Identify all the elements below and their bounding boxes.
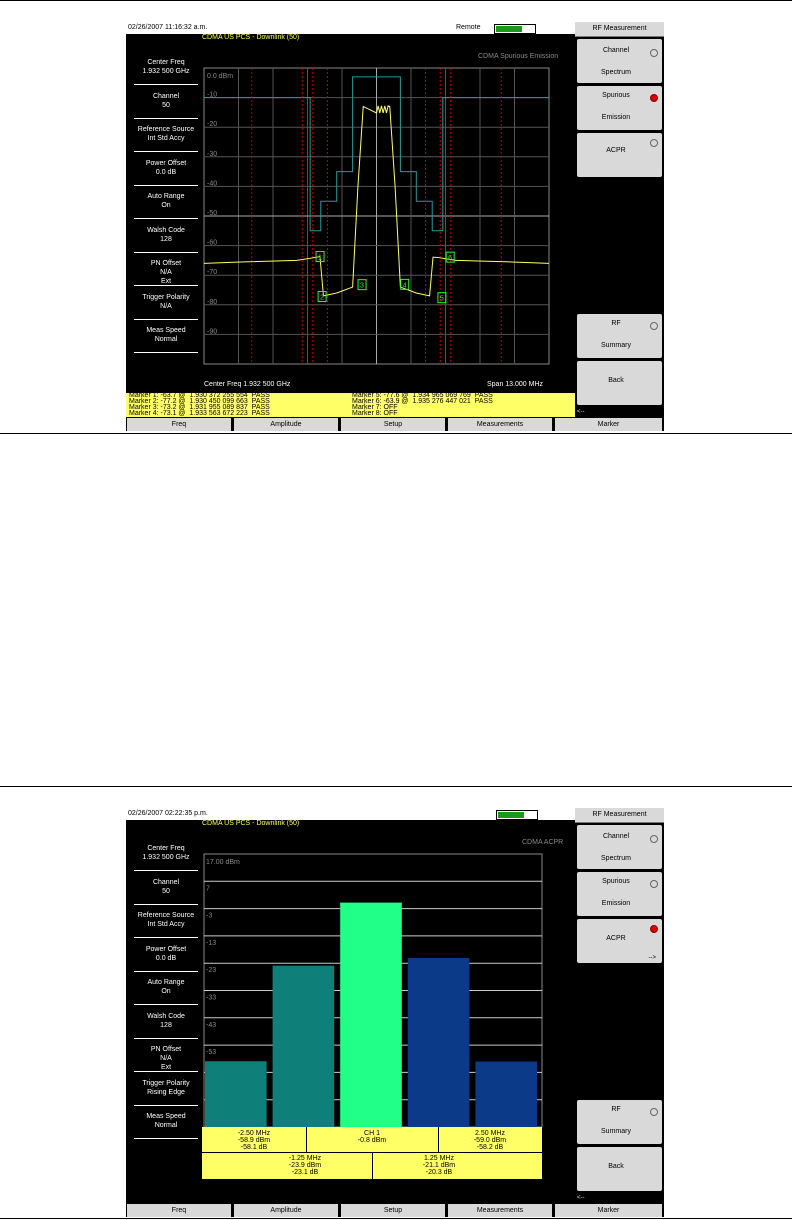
acpr-cell-upper-adj: [372, 1155, 506, 1176]
marker-2-label: 2: [320, 294, 325, 302]
tab-setup[interactable]: Setup: [341, 1204, 445, 1217]
rf-summary-button[interactable]: [577, 1100, 662, 1144]
measurement-name: CDMA Spurious Emission: [478, 53, 559, 60]
acpr-screen: [126, 808, 664, 1217]
acpr-button[interactable]: [577, 133, 662, 177]
param-value: 50: [162, 887, 170, 895]
y-tick-label: -23: [206, 967, 217, 975]
channel-spectrum-button[interactable]: [577, 825, 662, 869]
param-value: Int Std Accy: [147, 921, 185, 928]
acpr-bar-1: [273, 966, 335, 1127]
param-value: 1.932 500 GHz: [142, 68, 190, 75]
button-label: Spectrum: [601, 69, 631, 76]
tab-amplitude[interactable]: Amplitude: [234, 418, 338, 431]
acpr-cell-lower-adj: [238, 1155, 372, 1176]
marker-row: Marker 8: OFF: [352, 410, 398, 417]
param-value: On: [161, 202, 171, 209]
button-label: Channel: [602, 833, 630, 840]
param-value: Rising Edge: [147, 1088, 185, 1096]
marker-row: Marker 3: -73.2 @ 1.931 955 089 837 PASS: [129, 404, 270, 411]
back-button[interactable]: [577, 1147, 662, 1191]
page-rule-2: [0, 786, 792, 787]
param-name: Walsh Code: [147, 226, 185, 234]
param-name: Center Freq: [147, 845, 185, 852]
param-name: Reference Source: [137, 126, 195, 133]
cell-line: -58.2 dB: [476, 1144, 504, 1151]
tab-marker[interactable]: Marker: [555, 418, 662, 431]
ref-level-label: 17.00 dBm: [206, 859, 240, 866]
button-label: Summary: [601, 1128, 631, 1135]
back-button[interactable]: [577, 361, 662, 405]
button-label: Spurious: [602, 878, 630, 885]
marker-1-label: 1: [318, 254, 322, 262]
button-label: Back: [608, 377, 624, 384]
param-name: Walsh Code: [147, 1012, 185, 1020]
acpr-bar-2: [340, 903, 402, 1127]
datetime: 02/26/2007 02:22:35 p.m.: [128, 810, 208, 817]
back-arrow-icon: <--: [577, 409, 585, 415]
button-label: Summary: [601, 342, 631, 349]
submenu-arrow-icon: -->: [648, 955, 656, 961]
param-name: Meas Speed: [146, 1113, 186, 1120]
y-tick-label: -60: [207, 239, 218, 247]
cell-line: -23.1 dB: [291, 1169, 319, 1176]
cell-line: 2.50 MHz: [475, 1130, 505, 1137]
center-freq-footer: Center Freq 1.932 500 GHz: [204, 381, 291, 388]
param-name: Power Offset: [145, 159, 187, 167]
param-name: Center Freq: [147, 59, 185, 66]
param-value: Int Std Accy: [147, 135, 185, 142]
mode-title: CDMA US PCS - Downlink (50): [202, 820, 300, 827]
tab-measurements[interactable]: Measurements: [448, 1204, 552, 1217]
y-tick-label: -70: [207, 269, 218, 277]
y-tick-label: -40: [207, 180, 218, 188]
measurement-name: CDMA ACPR: [522, 839, 564, 846]
cell-line: -23.9 dBm: [288, 1162, 322, 1169]
marker-row: Marker 6: -63.9 @ 1.935 276 447 021 PASS: [352, 398, 493, 405]
menu-title: RF Measurement: [575, 22, 664, 37]
marker-3-label: 3: [360, 282, 364, 290]
button-label: Emission: [601, 114, 631, 121]
ref-level-label: 0.0 dBm: [207, 73, 234, 80]
param-name: Auto Range: [147, 979, 185, 986]
param-value: On: [161, 988, 171, 995]
radio-indicator-icon: [650, 94, 658, 102]
spurious-emission-chart: [126, 22, 575, 393]
cell-line: -59.0 dBm: [473, 1137, 507, 1144]
marker-row: Marker 5: -77.6 @ 1.934 965 069 769 PASS: [352, 392, 493, 399]
acpr-result-table: [202, 1127, 542, 1179]
param-value: 128: [160, 1021, 172, 1029]
span-footer: Span 13.000 MHz: [487, 381, 544, 388]
tab-freq[interactable]: Freq: [127, 418, 231, 431]
y-tick-label: -33: [206, 994, 217, 1002]
marker-5-label: 5: [439, 295, 444, 303]
acpr-cell-main-channel: [306, 1130, 438, 1144]
spurious-emission-screen: [126, 22, 664, 431]
datetime: 02/26/2007 11:16:32 a.m.: [128, 24, 208, 31]
tab-amplitude[interactable]: Amplitude: [234, 1204, 338, 1217]
param-value: Ext: [160, 1064, 172, 1071]
acpr-bar-3: [408, 958, 470, 1127]
y-tick-label: -3: [206, 912, 213, 920]
y-tick-label: -43: [206, 1021, 217, 1029]
param-value: Ext: [160, 278, 172, 285]
param-name: Reference Source: [137, 912, 195, 919]
page-rule-top: [0, 0, 792, 1]
button-label: Channel: [602, 47, 630, 54]
bottom-tab-bar: [126, 417, 664, 431]
param-name: Channel: [152, 92, 180, 100]
tab-marker[interactable]: Marker: [555, 1204, 662, 1217]
cell-line: -58.9 dBm: [237, 1137, 271, 1144]
radio-indicator-icon: [650, 880, 658, 888]
radio-indicator-icon: [650, 139, 658, 147]
cell-line: -1.25 MHz: [288, 1155, 322, 1162]
param-value: 128: [160, 235, 172, 243]
marker-row: Marker 4: -73.1 @ 1.933 563 672 223 PASS: [129, 410, 270, 417]
y-tick-label: -50: [207, 210, 218, 217]
spurious-emission-button[interactable]: [577, 86, 662, 130]
param-name: PN Offset: [150, 1046, 182, 1053]
radio-indicator-icon: [650, 835, 658, 843]
y-tick-label: -80: [207, 298, 218, 306]
tab-setup[interactable]: Setup: [341, 418, 445, 431]
marker-table: [126, 393, 575, 417]
mode-title: CDMA US PCS - Downlink (50): [202, 34, 300, 41]
param-name: Trigger Polarity: [142, 293, 190, 301]
button-label: RF: [611, 320, 621, 327]
param-value: N/A: [160, 269, 172, 276]
cell-line: -20.3 dB: [425, 1169, 453, 1176]
y-tick-label: -13: [206, 939, 217, 947]
button-label: RF: [611, 1106, 621, 1113]
marker-row: Marker 1: -63.7 @ 1.930 372 255 554 PASS: [129, 392, 270, 399]
param-value: 0.0 dB: [155, 168, 177, 176]
param-value: 1.932 500 GHz: [142, 854, 190, 861]
acpr-cell-lower-alt: [202, 1130, 306, 1151]
param-name: Channel: [152, 878, 180, 886]
marker-row: Marker 7: OFF: [352, 404, 398, 411]
tab-measurements[interactable]: Measurements: [448, 418, 552, 431]
radio-indicator-icon: [650, 925, 658, 933]
page-rule-1: [0, 433, 792, 434]
radio-indicator-icon: [650, 322, 658, 330]
marker-4-label: 4: [402, 282, 407, 290]
button-label: ACPR: [606, 935, 626, 942]
button-label: Spectrum: [601, 855, 631, 862]
acpr-button[interactable]: [577, 919, 662, 963]
param-name: Trigger Polarity: [142, 1079, 190, 1087]
cell-line: -2.50 MHz: [237, 1130, 271, 1137]
param-name: Meas Speed: [146, 327, 186, 334]
param-value: 0.0 dB: [155, 954, 177, 962]
bottom-tab-bar: [126, 1203, 664, 1217]
y-tick-label: -10: [207, 91, 218, 99]
acpr-bar-0: [205, 1061, 267, 1127]
cell-line: CH 1: [364, 1130, 380, 1137]
param-name: Auto Range: [147, 193, 185, 200]
y-tick-label: -30: [207, 150, 218, 158]
marker-row: Marker 2: -77.2 @ 1.930 450 099 663 PASS: [129, 398, 270, 405]
cell-line: -58.1 dB: [240, 1144, 268, 1151]
radio-indicator-icon: [650, 1108, 658, 1116]
param-name: PN Offset: [150, 260, 182, 267]
param-value: N/A: [160, 1055, 172, 1062]
rf-summary-button[interactable]: [577, 314, 662, 358]
acpr-bar-4: [475, 1061, 537, 1127]
cell-line: -0.8 dBm: [357, 1137, 387, 1144]
y-tick-label: -90: [207, 328, 218, 336]
y-tick-label: -20: [207, 121, 218, 129]
param-value: Normal: [154, 336, 178, 343]
acpr-cell-upper-alt: [438, 1130, 542, 1151]
radio-indicator-icon: [650, 49, 658, 57]
tab-freq[interactable]: Freq: [127, 1204, 231, 1217]
soft-key-panel: [575, 22, 664, 431]
marker-6-label: 6: [448, 255, 453, 263]
param-value: N/A: [160, 302, 172, 310]
page-rule-bottom: [0, 1218, 792, 1219]
param-value: 50: [162, 101, 170, 109]
button-label: Emission: [601, 900, 631, 907]
channel-spectrum-button[interactable]: [577, 39, 662, 83]
spurious-emission-button[interactable]: [577, 872, 662, 916]
menu-title: RF Measurement: [575, 808, 664, 823]
back-arrow-icon: <--: [577, 1195, 585, 1201]
button-label: Spurious: [602, 92, 630, 99]
cell-line: -21.1 dBm: [422, 1162, 456, 1169]
cell-line: 1.25 MHz: [424, 1155, 454, 1162]
button-label: Back: [608, 1163, 624, 1170]
y-tick-label: -53: [206, 1049, 217, 1057]
param-value: Normal: [154, 1122, 178, 1129]
remote-indicator: Remote: [456, 24, 481, 31]
button-label: ACPR: [606, 147, 626, 154]
param-name: Power Offset: [145, 945, 187, 953]
soft-key-panel: [575, 808, 664, 1217]
y-tick-label: 7: [206, 885, 210, 893]
